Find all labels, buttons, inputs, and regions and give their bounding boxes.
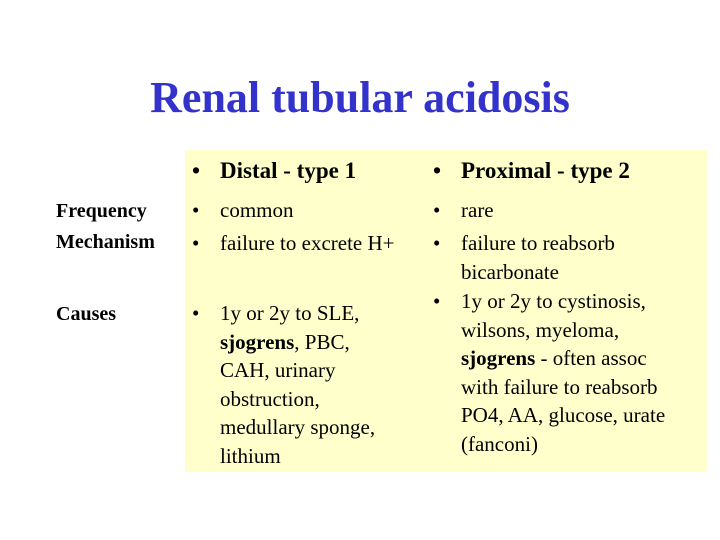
text-line xyxy=(461,344,665,373)
text-line: 1y or 2y to SLE, xyxy=(220,301,360,325)
text-line xyxy=(220,328,375,357)
slide-title: Renal tubular acidosis xyxy=(150,73,570,122)
row-label-mechanism: Mechanism xyxy=(56,231,155,253)
bold-term: sjogrens xyxy=(220,329,295,354)
row-label-causes: Causes xyxy=(56,303,117,325)
text-rest: - often assoc xyxy=(535,346,647,370)
text-line: with failure to reabsorb xyxy=(461,374,658,399)
text-line: bicarbonate xyxy=(461,259,559,284)
distal-causes-text xyxy=(220,299,375,470)
text-line: lithium xyxy=(220,443,281,468)
text-line: CAH, urinary xyxy=(220,358,336,382)
text-line: 1y or 2y to cystinosis, xyxy=(461,289,646,313)
text-line: medullary sponge, xyxy=(220,415,376,439)
bold-term: sjogrens xyxy=(461,346,536,370)
row-label-frequency: Frequency xyxy=(56,200,147,222)
text-line: PO4, AA, glucose, urate xyxy=(461,403,666,427)
proximal-causes-text xyxy=(461,287,665,458)
text-line: failure to reabsorb xyxy=(461,231,615,255)
text-rest: , PBC, xyxy=(294,329,350,354)
text-line: obstruction, xyxy=(220,386,320,411)
text-line: wilsons, myeloma, xyxy=(461,317,620,342)
proximal-mechanism-text xyxy=(461,229,615,286)
text-line: (fanconi) xyxy=(461,431,538,456)
